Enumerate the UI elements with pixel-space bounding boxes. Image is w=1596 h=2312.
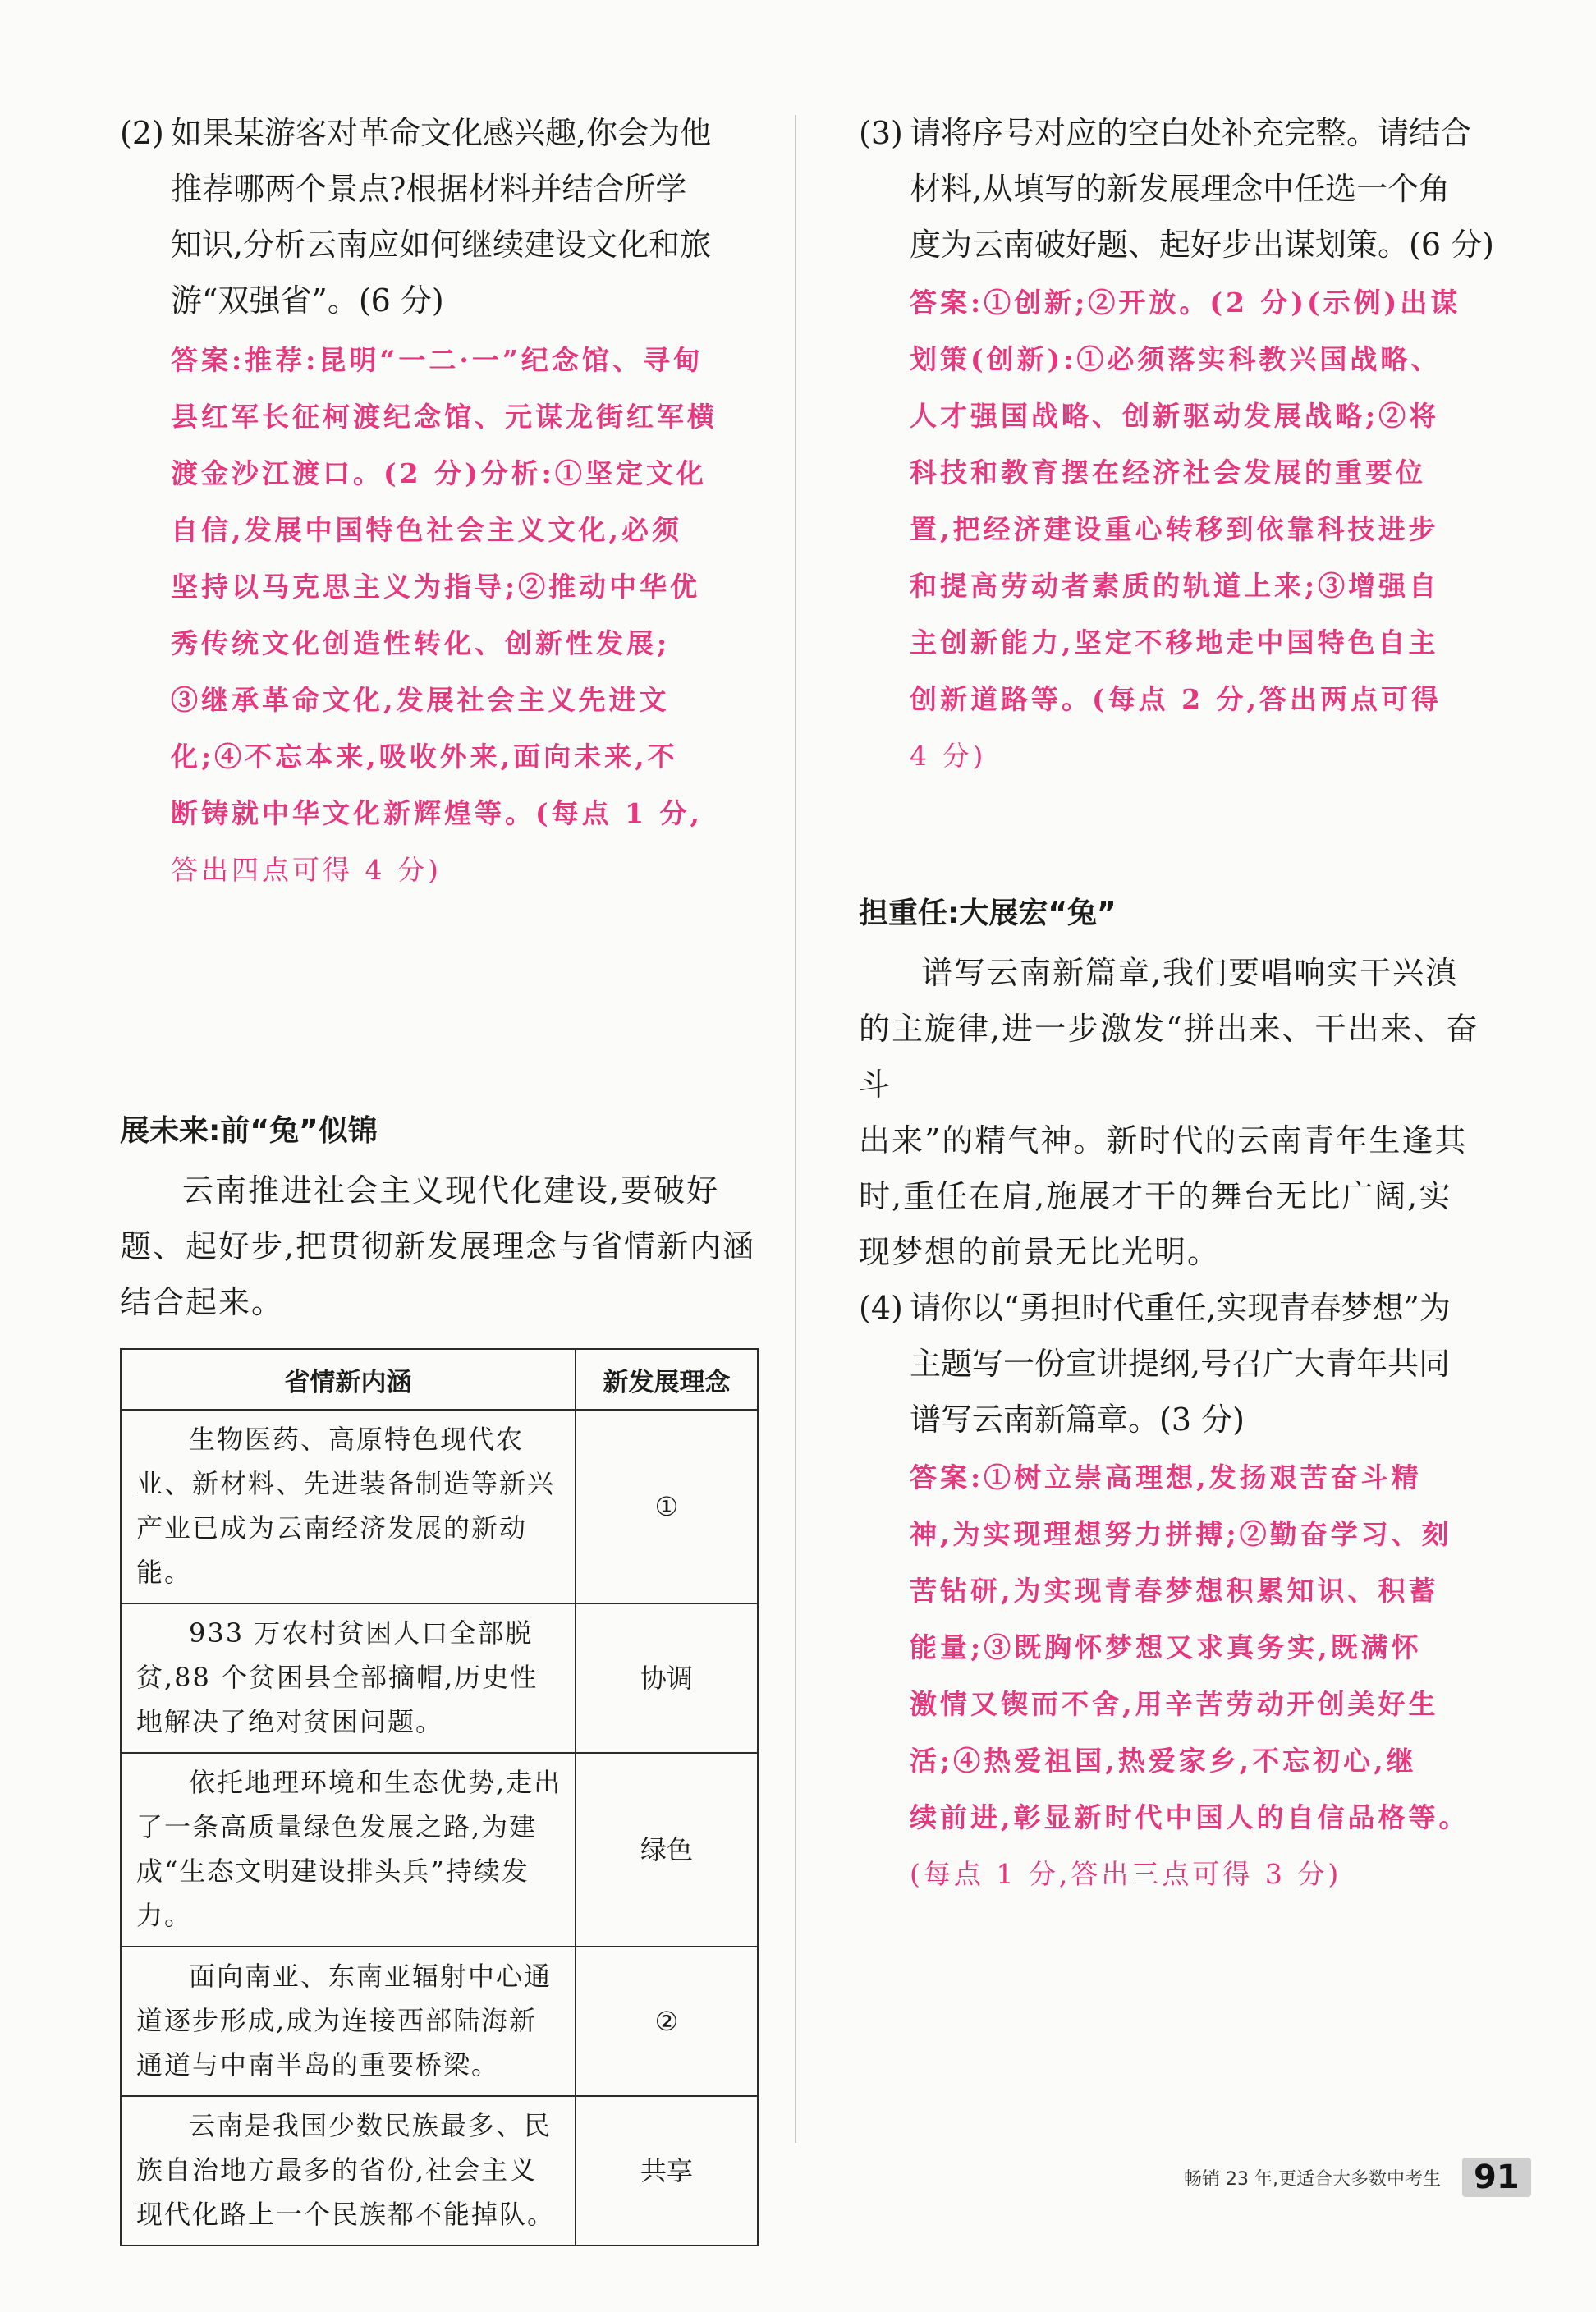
question-line: 度为云南破好题、起好步出谋划策。(6 分) (910, 227, 1494, 263)
answer-line: 和提高劳动者素质的轨道上来;③增强自 (910, 570, 1440, 602)
table-row (121, 1947, 758, 2096)
question-3 (859, 105, 1504, 273)
intro-line: 结合起来。 (120, 1284, 285, 1320)
province-concept-table (120, 1348, 759, 2246)
question-line: 游“双强省”。(6 分) (171, 282, 444, 319)
question-line: 谱写云南新篇章。(3 分) (910, 1401, 1245, 1438)
intro-line: 云南推进社会主义现代化建设,要破好 (182, 1172, 720, 1209)
intro-line: 题、起好步,把贯彻新发展理念与省情新内涵 (120, 1228, 756, 1264)
answer-line: 苦钻研,为实现青春梦想积累知识、积蓄 (910, 1575, 1439, 1607)
question-line: 请将序号对应的空白处补充完整。请结合 (910, 115, 1472, 151)
answer-line: 划策(创新):①必须落实科教兴国战略、 (910, 343, 1442, 375)
question-4 (859, 1280, 1504, 1447)
answer-line: 答案:推荐:昆明“一二·一”纪念馆、寻甸 (171, 344, 704, 376)
page-footer (1184, 2158, 1531, 2197)
footer-slogan: 畅销 23 年,更适合大多数中考生 (1184, 2168, 1441, 2190)
table-cell-content: 云南是我国少数民族最多、民族自治地方最多的省份,社会主义现代化路上一个民族都不能掉队。 (121, 2096, 576, 2245)
right-column (859, 105, 1504, 1902)
table-cell-content: 933 万农村贫困人口全部脱贫,88 个贫困县全部摘帽,历史性地解决了绝对贫困问题。 (121, 1603, 576, 1753)
intro-line: 时,重任在肩,施展才干的舞台无比广阔,实 (859, 1178, 1452, 1214)
answer-line: 主创新能力,坚定不移地走中国特色自主 (910, 626, 1439, 658)
table-cell-concept: ② (576, 1947, 758, 2096)
question-line: 推荐哪两个景点?根据材料并结合所学 (171, 171, 687, 207)
table-row (121, 1753, 758, 1947)
answer-line: 活;④热爱祖国,热爱家乡,不忘初心,继 (910, 1745, 1417, 1777)
answer-line: 能量;③既胸怀梦想又求真务实,既满怀 (910, 1631, 1422, 1663)
answer-line: 化;④不忘本来,吸收外来,面向未来,不 (171, 741, 678, 773)
question-line: 如果某游客对革命文化感兴趣,你会为他 (171, 115, 712, 151)
table-row (121, 1410, 758, 1603)
left-column (120, 105, 765, 2246)
question-number: (2) (120, 115, 164, 151)
answer-line: 断铸就中华文化新辉煌等。(每点 1 分, (171, 797, 704, 829)
table-cell-concept: 共享 (576, 2096, 758, 2245)
intro-line: 现梦想的前景无比光明。 (859, 1234, 1221, 1270)
question-line: 主题写一份宣讲提纲,号召广大青年共同 (910, 1346, 1451, 1382)
answer-line: 县红军长征柯渡纪念馆、元谋龙街红军横 (171, 401, 718, 433)
intro-line: 的主旋律,进一步激发“拼出来、干出来、奋斗 (859, 1011, 1479, 1103)
question-line: 请你以“勇担时代重任,实现青春梦想”为 (910, 1290, 1451, 1326)
table-row (121, 1603, 758, 1753)
answer-line: ③继承革命文化,发展社会主义先进文 (171, 684, 670, 716)
table-header: 新发展理念 (576, 1349, 758, 1410)
section-title: 展未来:前“兔”似锦 (120, 1114, 378, 1148)
table-header: 省情新内涵 (121, 1349, 576, 1410)
answer-line: 4 分) (910, 740, 987, 772)
answer-line: 神,为实现理想努力拼搏;②勤奋学习、刻 (910, 1518, 1452, 1550)
section-title: 担重任:大展宏“兔” (859, 897, 1117, 930)
table-cell-content: 依托地理环境和生态优势,走出了一条高质量绿色发展之路,为建成“生态文明建设排头兵”持续发力。 (121, 1753, 576, 1947)
answer-line: 人才强国战略、创新驱动发展战略;②将 (910, 400, 1440, 432)
answer-3 (859, 274, 1504, 784)
table-row (121, 2096, 758, 2245)
question-number: (3) (859, 115, 903, 151)
answer-2 (120, 332, 765, 898)
answer-line: 创新道路等。(每点 2 分,答出两点可得 (910, 683, 1442, 715)
question-line: 知识,分析云南应如何继续建设文化和旅 (171, 227, 712, 263)
answer-4 (859, 1449, 1504, 1902)
question-line: 材料,从填写的新发展理念中任选一个角 (910, 171, 1451, 207)
page-number: 91 (1462, 2158, 1531, 2197)
answer-line: 渡金沙江渡口。(2 分)分析:①坚定文化 (171, 457, 707, 489)
table-cell-content: 面向南亚、东南亚辐射中心通道逐步形成,成为连接西部陆海新通道与中南半岛的重要桥梁。 (121, 1947, 576, 2096)
answer-line: 自信,发展中国特色社会主义文化,必须 (171, 514, 682, 546)
answer-line: 答案:①树立崇高理想,发扬艰苦奋斗精 (910, 1461, 1422, 1493)
table-cell-concept: 绿色 (576, 1753, 758, 1947)
answer-line: 置,把经济建设重心转移到依靠科技进步 (910, 513, 1439, 545)
answer-line: 续前进,彰显新时代中国人的自信品格等。 (910, 1801, 1470, 1833)
table-header-row (121, 1349, 758, 1410)
question-2 (120, 105, 765, 328)
table-cell-concept: 协调 (576, 1603, 758, 1753)
answer-line: 坚持以马克思主义为指导;②推动中华优 (171, 571, 701, 603)
intro-line: 出来”的精气神。新时代的云南青年生逢其 (859, 1122, 1468, 1158)
table-cell-content: 生物医药、高原特色现代农业、新材料、先进装备制造等新兴产业已成为云南经济发展的新动能。 (121, 1410, 576, 1603)
table-cell-concept: ① (576, 1410, 758, 1603)
intro-line: 谱写云南新篇章,我们要唱响实干兴滇 (921, 955, 1459, 991)
answer-line: 答案:①创新;②开放。(2 分)(示例)出谋 (910, 287, 1461, 319)
answer-line: 科技和教育摆在经济社会发展的重要位 (910, 456, 1426, 489)
question-number: (4) (859, 1290, 903, 1326)
answer-line: 秀传统文化创造性转化、创新性发展; (171, 627, 671, 659)
answer-line: 答出四点可得 4 分) (171, 854, 442, 886)
column-divider (795, 115, 796, 2143)
answer-line: (每点 1 分,答出三点可得 3 分) (910, 1858, 1342, 1890)
answer-line: 激情又锲而不舍,用辛苦劳动开创美好生 (910, 1688, 1439, 1720)
